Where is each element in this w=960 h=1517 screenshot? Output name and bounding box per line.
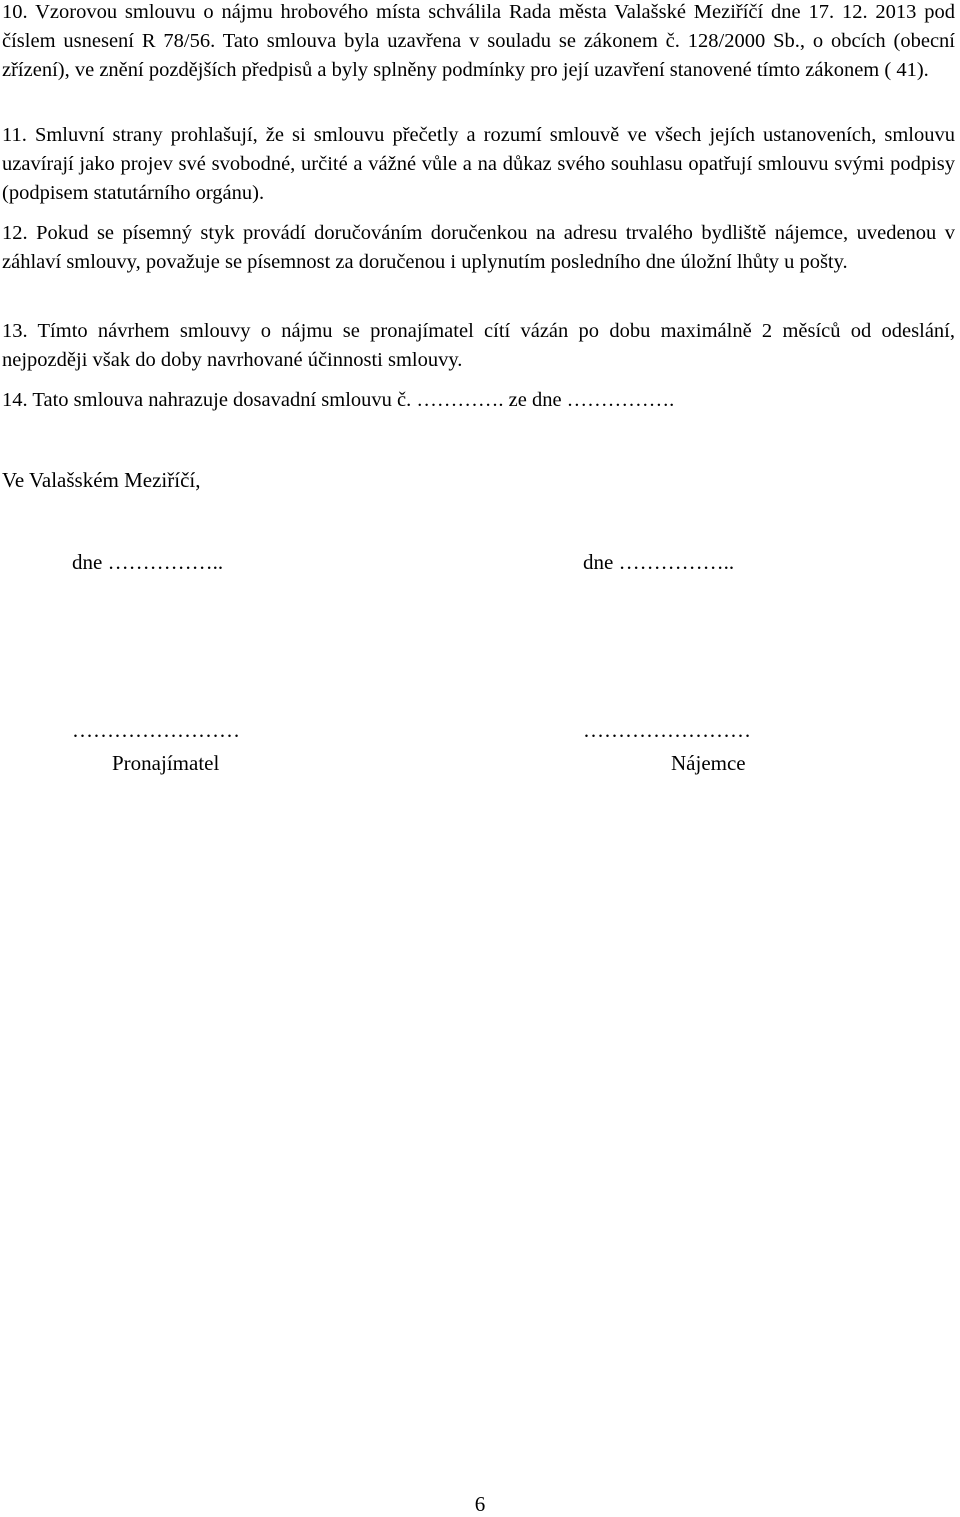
- paragraph-text: Pokud se písemný styk provádí doručováním doručenkou na adresu trvalého bydliště nájemce, uvedenou v záhlaví smlouvy, považuje se písemnost za doručenou i uplynutím posledního dne úložní lhůty u pošty.: [2, 222, 955, 273]
- paragraph-11: [2, 121, 955, 208]
- signature-line-right: ……………………: [583, 718, 751, 742]
- date-right: dne ……………..: [583, 550, 735, 574]
- paragraph-12: [2, 219, 955, 277]
- page-number: 6: [474, 1492, 486, 1516]
- paragraph-10: [2, 0, 955, 85]
- paragraph-13: [2, 317, 955, 375]
- signature-line-left: ……………………: [72, 718, 240, 742]
- paragraph-number: 12.: [2, 222, 28, 244]
- paragraph-number: 14.: [2, 389, 28, 411]
- date-left: dne ……………..: [72, 550, 224, 574]
- paragraph-14: [2, 386, 955, 415]
- paragraph-number: 10.: [2, 1, 28, 23]
- signer-left: Pronajímatel: [112, 751, 220, 775]
- signer-right: Nájemce: [671, 751, 746, 775]
- paragraph-text: Tato smlouva nahrazuje dosavadní smlouvu č. …………. ze dne …………….: [32, 389, 675, 411]
- paragraph-text: Smluvní strany prohlašují, že si smlouvu přečetly a rozumí smlouvě ve všech jejích ustanoveních, smlouvu uzavírají jako projev své svobodné, určité a vážné vůle a na důkaz svého souhlasu opatřují smlouvu svými podpisy (podpisem statutárního orgánu).: [2, 124, 956, 204]
- paragraph-text: Vzorovou smlouvu o nájmu hrobového místa schválila Rada města Valašské Meziříčí dne 17. 12. 2013 pod číslem usnesení R 78/56. Tato smlouva byla uzavřena v souladu se zákonem č. 128/2000 Sb., o obcích (obecní zřízení), ve znění pozdějších předpisů a byly splněny podmínky pro její uzavření stanovené tímto zákonem ( 41).: [2, 1, 955, 81]
- paragraph-number: 11.: [2, 124, 27, 146]
- place-line: Ve Valašském Meziříčí,: [2, 468, 201, 492]
- paragraph-number: 13.: [2, 320, 28, 342]
- paragraph-text: Tímto návrhem smlouvy o nájmu se pronajímatel cítí vázán po dobu maximálně 2 měsíců od odeslání, nejpozději však do doby navrhované účinnosti smlouvy.: [2, 320, 955, 371]
